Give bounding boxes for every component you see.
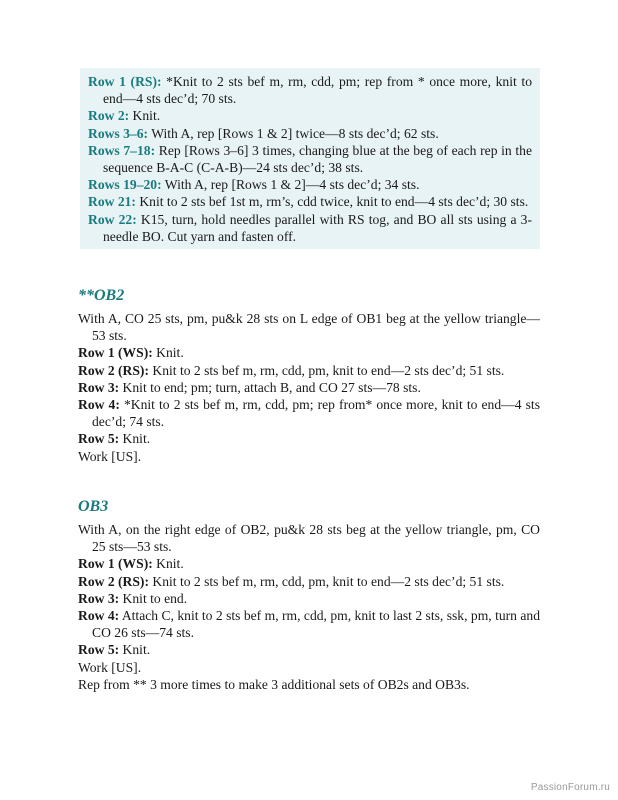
row-text: Rep [Rows 3–6] 3 times, changing blue at the beg of each rep in the sequence B-A-C (C-A-B)—24 sts dec’d; 38 sts. — [103, 142, 532, 176]
row-label: Row 1 (WS): — [78, 345, 153, 361]
instruction-row — [78, 430, 540, 447]
row-text: Attach C, knit to 2 sts bef m, rm, cdd, pm, knit to last 2 sts, ssk, pm, turn and CO 26 sts—74 sts. — [92, 608, 541, 641]
ob2-heading: **OB2 — [78, 287, 125, 304]
row-text: Knit to end; pm; turn, attach B, and CO 27 sts—78 sts. — [119, 379, 421, 395]
row-label: Rows 7–18: — [88, 142, 156, 158]
row-label: Row 1 (WS): — [78, 556, 153, 572]
row-label: Row 5: — [78, 431, 120, 447]
row-label: Row 5: — [78, 642, 120, 658]
ob2-section — [78, 286, 540, 465]
row-text: Knit to 2 sts bef m, rm, cdd, pm, knit to end—2 sts dec’d; 51 sts. — [148, 362, 505, 378]
instruction-row — [88, 211, 532, 245]
instruction-row — [88, 176, 532, 193]
ob3-intro: With A, on the right edge of OB2, pu&k 28 sts beg at the yellow triangle, pm, CO 25 sts—53 sts. — [78, 522, 540, 555]
row-text: With A, rep [Rows 1 & 2]—4 sts dec’d; 34 sts. — [161, 177, 420, 193]
row-text: *Knit to 2 sts bef m, rm, cdd, pm; rep from * once more, knit to end—4 sts dec’d; 70 sts. — [103, 74, 532, 107]
row-text: *Knit to 2 sts bef m, rm, cdd, pm; rep from* once more, knit to end—4 sts dec’d; 74 sts. — [92, 397, 540, 430]
instruction-row — [78, 396, 540, 430]
instruction-row — [78, 555, 540, 572]
row-label: Row 2: — [88, 108, 130, 124]
site-watermark: PassionForum.ru — [530, 781, 610, 793]
instruction-row — [88, 73, 532, 107]
row-label: Rows 3–6: — [88, 125, 149, 141]
row-label: Row 1 (RS): — [88, 74, 162, 89]
instruction-row — [78, 379, 540, 396]
row-text: Knit. — [152, 556, 184, 572]
row-label: Row 3: — [78, 590, 120, 606]
row-text: Knit to 2 sts bef 1st m, rm’s, cdd twice, knit to end—4 sts dec’d; 30 sts. — [135, 194, 529, 210]
instruction-row — [78, 362, 540, 379]
ob3-heading: OB3 — [78, 498, 109, 515]
instruction-row — [88, 193, 532, 210]
row-label: Row 22: — [88, 211, 137, 227]
instruction-row — [78, 573, 540, 590]
instruction-row — [78, 590, 540, 607]
row-label: Row 2 (RS): — [78, 362, 149, 378]
ob2-intro: With A, CO 25 sts, pm, pu&k 28 sts on L edge of OB1 beg at the yellow triangle—53 sts. — [78, 311, 540, 344]
highlighted-instructions-box — [80, 68, 540, 249]
row-label: Row 4: — [78, 397, 120, 413]
instruction-row — [78, 641, 540, 658]
row-text: With A, rep [Rows 1 & 2] twice—8 sts dec’d; 62 sts. — [148, 125, 439, 141]
instruction-row — [88, 125, 532, 142]
ob3-closing-work: Work [US]. — [78, 659, 142, 675]
row-label: Row 3: — [78, 379, 120, 395]
row-label: Rows 19–20: — [88, 177, 162, 193]
instruction-row — [78, 344, 540, 361]
row-text: Knit. — [129, 108, 161, 124]
row-label: Row 4: — [78, 608, 120, 624]
row-text: Knit. — [119, 642, 151, 658]
instruction-row — [78, 607, 540, 641]
row-text: Knit to end. — [119, 590, 188, 606]
row-text: Knit to 2 sts bef m, rm, cdd, pm, knit to end—2 sts dec’d; 51 sts. — [148, 573, 505, 589]
row-text: Knit. — [119, 431, 151, 447]
instruction-row — [88, 107, 532, 124]
ob3-closing-repeat: Rep from ** 3 more times to make 3 additional sets of OB2s and OB3s. — [78, 676, 470, 692]
row-text: Knit. — [152, 345, 184, 361]
row-label: Row 2 (RS): — [78, 573, 149, 589]
instruction-row — [88, 142, 532, 176]
ob2-closing: Work [US]. — [78, 448, 142, 464]
row-label: Row 21: — [88, 194, 136, 210]
row-text: K15, turn, hold needles parallel with RS tog, and BO all sts using a 3-needle BO. Cut yarn and fasten off. — [103, 211, 532, 244]
ob3-section — [78, 497, 540, 693]
